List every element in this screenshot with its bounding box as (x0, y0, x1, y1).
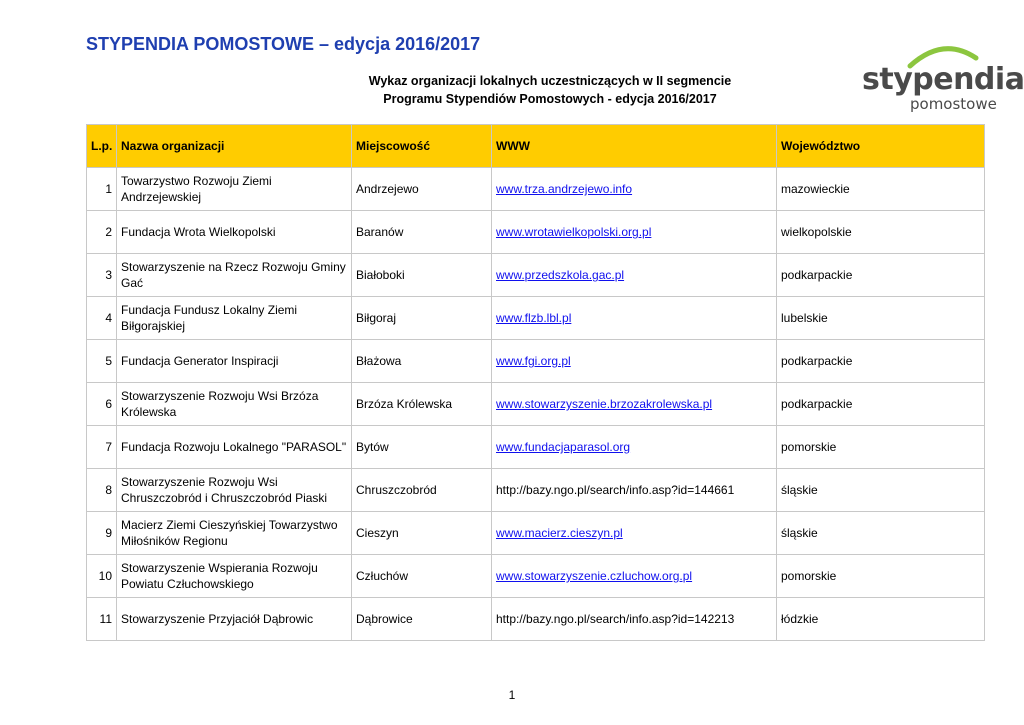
cell-lp (87, 469, 117, 512)
cell-city-text: Bytów (356, 440, 389, 454)
cell-region (777, 297, 985, 340)
cell-city (352, 254, 492, 297)
cell-lp-text: 2 (105, 225, 112, 239)
cell-city-text: Człuchów (356, 569, 409, 583)
logo-word-pomostowe: pomostowe (910, 95, 997, 113)
cell-city-text: Cieszyn (356, 526, 399, 540)
cell-organization-name (117, 168, 352, 211)
cell-www-link (492, 512, 777, 555)
cell-region-text: podkarpackie (781, 397, 853, 411)
cell-region (777, 512, 985, 555)
cell-city (352, 512, 492, 555)
cell-www-link (492, 426, 777, 469)
cell-lp-text: 1 (105, 182, 112, 196)
table-row (87, 254, 985, 297)
cell-region-text: mazowieckie (781, 182, 850, 196)
cell-region-text: lubelskie (781, 311, 828, 325)
cell-organization-name-text: Macierz Ziemi Cieszyńskiej Towarzystwo Miłośników Regionu (121, 518, 338, 548)
cell-organization-name-text: Stowarzyszenie na Rzecz Rozwoju Gminy Gać (121, 260, 346, 290)
table-row (87, 469, 985, 512)
cell-region-text: śląskie (781, 483, 818, 497)
cell-www-link (492, 254, 777, 297)
cell-www (492, 598, 777, 641)
cell-www-link-text[interactable]: www.przedszkola.gac.pl (496, 268, 625, 282)
cell-city-text: Błażowa (356, 354, 402, 368)
cell-www-link-text[interactable]: www.stowarzyszenie.brzozakrolewska.pl (496, 397, 713, 411)
cell-lp-text: 8 (105, 483, 112, 497)
cell-city (352, 211, 492, 254)
cell-region (777, 469, 985, 512)
cell-city-text: Andrzejewo (356, 182, 419, 196)
column-header-www: WWW (492, 125, 777, 168)
cell-city (352, 555, 492, 598)
cell-organization-name (117, 512, 352, 555)
cell-region (777, 340, 985, 383)
cell-lp (87, 297, 117, 340)
cell-region (777, 598, 985, 641)
cell-lp-text: 7 (105, 440, 112, 454)
cell-lp (87, 512, 117, 555)
cell-organization-name (117, 254, 352, 297)
cell-organization-name (117, 426, 352, 469)
cell-organization-name-text: Fundacja Rozwoju Lokalnego "PARASOL" (121, 440, 347, 454)
cell-lp (87, 254, 117, 297)
cell-www-link-text[interactable]: www.macierz.cieszyn.pl (496, 526, 623, 540)
cell-region-text: podkarpackie (781, 354, 853, 368)
cell-organization-name (117, 340, 352, 383)
cell-lp (87, 555, 117, 598)
cell-organization-name (117, 211, 352, 254)
cell-www-link (492, 297, 777, 340)
table-row (87, 340, 985, 383)
cell-www-link (492, 383, 777, 426)
cell-lp (87, 340, 117, 383)
cell-region (777, 254, 985, 297)
cell-organization-name-text: Stowarzyszenie Przyjaciół Dąbrowic (121, 612, 314, 626)
organizations-table (86, 124, 985, 641)
table-row (87, 555, 985, 598)
cell-www-text: http://bazy.ngo.pl/search/info.asp?id=144661 (496, 483, 735, 497)
cell-lp (87, 598, 117, 641)
cell-organization-name (117, 297, 352, 340)
cell-region (777, 383, 985, 426)
table-row (87, 297, 985, 340)
cell-lp-text: 5 (105, 354, 112, 368)
cell-www-text: http://bazy.ngo.pl/search/info.asp?id=142213 (496, 612, 735, 626)
cell-city-text: Baranów (356, 225, 404, 239)
table-row (87, 383, 985, 426)
cell-city (352, 168, 492, 211)
cell-lp-text: 11 (99, 612, 112, 626)
page-title: STYPENDIA POMOSTOWE – edycja 2016/2017 (86, 34, 481, 54)
cell-organization-name-text: Towarzystwo Rozwoju Ziemi Andrzejewskiej (121, 174, 272, 204)
cell-region (777, 211, 985, 254)
cell-organization-name (117, 383, 352, 426)
cell-lp-text: 10 (98, 569, 112, 583)
cell-city (352, 598, 492, 641)
cell-www-link (492, 168, 777, 211)
cell-region-text: śląskie (781, 526, 818, 540)
cell-lp (87, 383, 117, 426)
cell-region (777, 426, 985, 469)
cell-organization-name-text: Stowarzyszenie Rozwoju Wsi Chruszczobród i Chruszczobród Piaski (121, 475, 328, 505)
page-number: 1 (508, 688, 516, 702)
cell-lp-text: 6 (105, 397, 112, 411)
cell-www (492, 469, 777, 512)
cell-region (777, 168, 985, 211)
cell-region-text: łódzkie (781, 612, 819, 626)
cell-www-link-text[interactable]: www.wrotawielkopolski.org.pl (496, 225, 652, 239)
cell-lp-text: 9 (105, 526, 112, 540)
cell-region (777, 555, 985, 598)
cell-organization-name (117, 469, 352, 512)
cell-city-text: Brzóza Królewska (356, 397, 453, 411)
cell-city (352, 383, 492, 426)
cell-organization-name-text: Fundacja Wrota Wielkopolski (121, 225, 276, 239)
column-header-lp: L.p. (87, 125, 117, 168)
logo-word-stypendia: stypendia (862, 62, 1024, 97)
cell-organization-name-text: Fundacja Fundusz Lokalny Ziemi Biłgorajskiej (121, 303, 298, 333)
cell-www-link-text[interactable]: www.fundacjaparasol.org (496, 440, 631, 454)
cell-lp (87, 168, 117, 211)
cell-www-link-text[interactable]: www.fgi.org.pl (496, 354, 571, 368)
cell-city (352, 297, 492, 340)
cell-www-link-text[interactable]: www.stowarzyszenie.czluchow.org.pl (496, 569, 693, 583)
subtitle-line-1: Wykaz organizacji lokalnych uczestniczących w II segmencie (368, 74, 732, 88)
cell-www-link-text[interactable]: www.trza.andrzejewo.info (496, 182, 633, 196)
cell-lp-text: 3 (105, 268, 112, 282)
cell-city (352, 469, 492, 512)
subtitle-line-2: Programu Stypendiów Pomostowych - edycja 2016/2017 (383, 92, 717, 106)
cell-organization-name-text: Stowarzyszenie Wspierania Rozwoju Powiatu Człuchowskiego (121, 561, 318, 591)
column-header-city: Miejscowość (352, 125, 492, 168)
table-row (87, 512, 985, 555)
table-row (87, 426, 985, 469)
cell-www-link (492, 340, 777, 383)
cell-city-text: Dąbrowice (356, 612, 413, 626)
cell-lp-text: 4 (105, 311, 112, 325)
cell-region-text: podkarpackie (781, 268, 853, 282)
table-row (87, 598, 985, 641)
table-row (87, 211, 985, 254)
column-header-name: Nazwa organizacji (117, 125, 352, 168)
cell-organization-name (117, 598, 352, 641)
cell-www-link-text[interactable]: www.flzb.lbl.pl (496, 311, 572, 325)
cell-city-text: Chruszczobród (356, 483, 437, 497)
cell-city (352, 426, 492, 469)
cell-region-text: wielkopolskie (781, 225, 852, 239)
cell-organization-name-text: Stowarzyszenie Rozwoju Wsi Brzóza Królewska (121, 389, 319, 419)
cell-region-text: pomorskie (781, 440, 837, 454)
cell-www-link (492, 555, 777, 598)
cell-lp (87, 426, 117, 469)
stypendia-logo (858, 40, 1024, 115)
cell-region-text: pomorskie (781, 569, 837, 583)
cell-city-text: Biłgoraj (356, 311, 397, 325)
cell-organization-name (117, 555, 352, 598)
table-row (87, 168, 985, 211)
cell-www-link (492, 211, 777, 254)
column-header-region: Województwo (777, 125, 985, 168)
document-subtitle (300, 72, 800, 108)
cell-city (352, 340, 492, 383)
cell-lp (87, 211, 117, 254)
cell-organization-name-text: Fundacja Generator Inspiracji (121, 354, 279, 368)
cell-city-text: Białoboki (356, 268, 405, 282)
table-header-row (87, 125, 985, 168)
